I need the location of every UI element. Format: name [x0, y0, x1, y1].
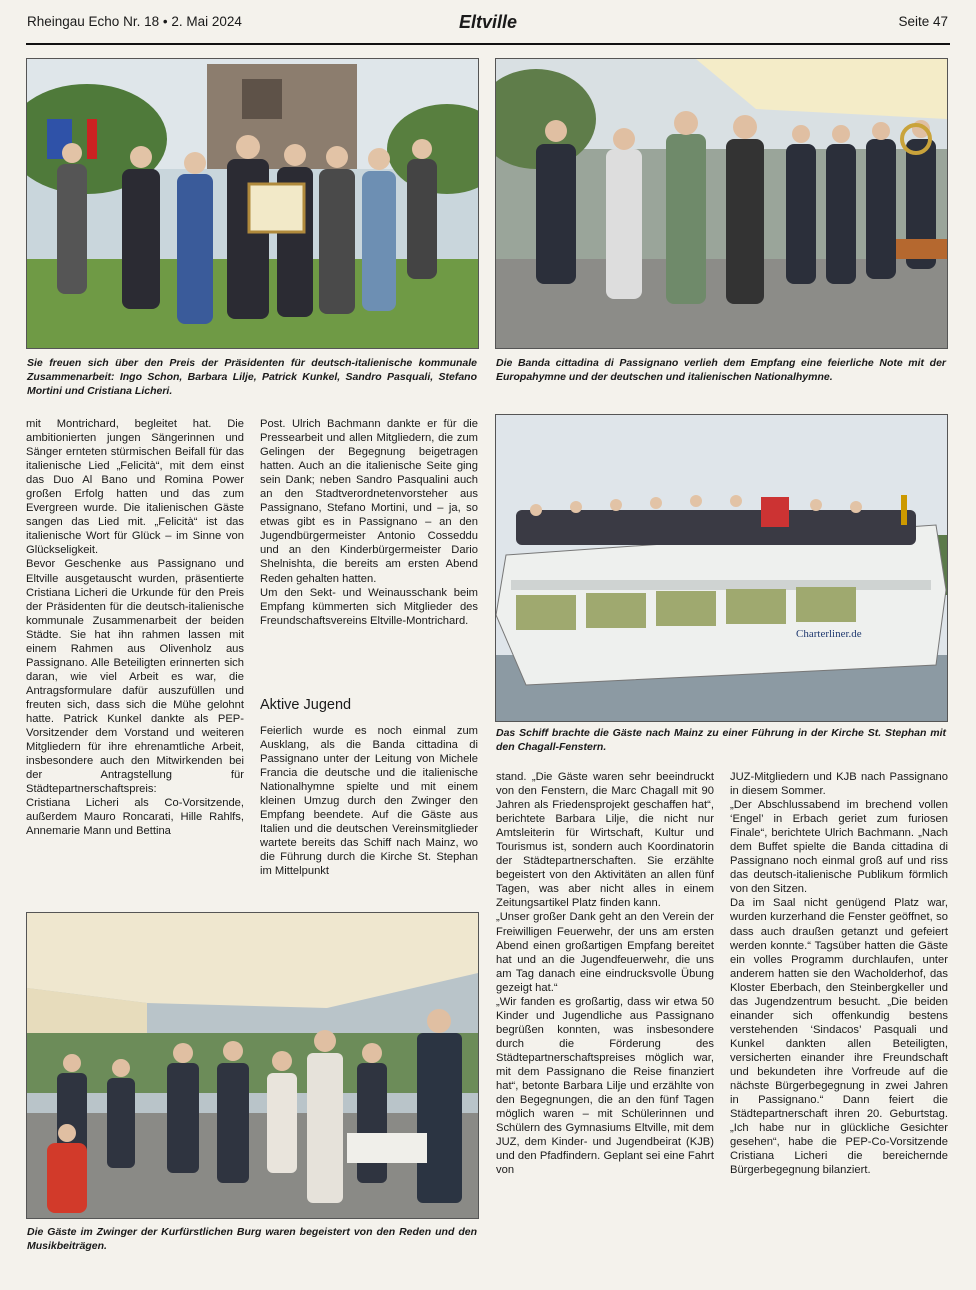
article-column-2b [260, 724, 478, 879]
caption-award-photo: Sie freuen sich über den Preis der Präsidenten für deutsch-italienische kommunale Zusammenarbeit: Ingo Schon, Barbara Lilje, Patrick Kunkel, Sandro Pasquali, Stefano Mortini und Cristiana Licheri. [27, 357, 477, 397]
caption-band-photo: Die Banda cittadina di Passignano verlieh dem Empfang eine feierliche Note mit der Europahymne und der deutschen und italienischen Nationalhymne. [496, 357, 946, 383]
paragraph: Cristiana Licheri als Co-Vorsitzende, außerdem Mauro Roncarati, Hille Rahlfs, Annemarie Mann und Bettina [26, 797, 244, 838]
paragraph: Post. Ulrich Bachmann dankte er für die Pressearbeit und allen Mitgliedern, die zum Gelingen der Begegnung beigetragen hatten. Auch an die italienische Seite ging sein Dank; neben Sandro Pasqualini auch an den Stadtverordnetenvorsteher aus Passignano, Stefano Mortini, und – ja, so etwas gibt es in Passignano – an den Jugendbürgermeister Antonio Cosseddu und an den Kinderbürgermeister Dario Shelnishta, die bereits am ersten Abend Reden gehalten hatten. [260, 418, 478, 585]
paragraph: „Der Abschlussabend im brechend vollen ‘Engel’ in Erbach geriet zum furiosen Finale“, berichtete Ulrich Bachmann. „Nach dem Buffet spielte die Banda cittadina di Passignano noch einmal groß auf und riss das deutsch-italienische Publikum förmlich von den Sitzen. [730, 799, 948, 896]
marching-band-photo [495, 58, 948, 349]
article-column-3 [496, 770, 714, 1177]
article-column-1 [26, 417, 244, 838]
ship-photo [495, 414, 948, 722]
article-column-4 [730, 770, 948, 1177]
section-title: Eltville [458, 12, 518, 32]
paragraph: stand. „Die Gäste waren sehr beeindruckt von den Fenstern, die Marc Chagall mit 90 Jahren als Friedensprojekt geschaffen hat“, berichtete Barbara Lilje, die nicht nur Amtsleiterin für Wirtschaft, Kultur und Tourismus ist, sondern auch Koordinatorin der Städtepartnerschaften. Sie erzählte begeistert von den Aktivitäten an allen fünf Tagen, was aber nicht alles in einem Zeitungsartikel Platz finden kann. [496, 771, 714, 910]
group-photo-award [26, 58, 479, 349]
caption-audience-photo: Die Gäste im Zwinger der Kurfürstlichen Burg waren begeistert von den Reden und den Musikbeiträgen. [27, 1226, 477, 1252]
article-column-2 [260, 417, 478, 628]
subheading-aktive-jugend: Aktive Jugend [260, 697, 352, 713]
paragraph: Bevor Geschenke aus Passignano und Eltville ausgetauscht wurden, präsentierte Cristiana Licheri die Urkunde für den Preis der Präsidenten für die deutsch-italienische kommunale Zusammenarbeit der beiden Städte. Sie hat ihn rahmen lassen mit einem Rahmen aus Olivenholz aus Passignano. Alle Beteiligten erinnerten sich daran, wie viel Arbeit es war, die Antragsformulare dafür auszufüllen und freuten sich, dass sich die Mühe gelohnt hatte. Patrick Kunkel dankte als PEP-Vorsitzender dem Vorstand und weiteren Mitgliedern für ihre ehrenamtliche Arbeit, insbesondere auch den Mitwirkenden bei der Antragstellung für Städtepartnerschaftspreis: [26, 558, 244, 796]
paragraph: „Unser großer Dank geht an den Verein der Freiwilligen Feuerwehr, der uns am ersten Abend einen großartigen Empfang bereitet hat und an die Jugendfeuerwehr, die uns am Tag danach eine eindrucksvolle Übung gezeigt hat.“ [496, 911, 714, 994]
caption-ship-photo: Das Schiff brachte die Gäste nach Mainz zu einer Führung in der Kirche St. Stephan mit den Chagall-Fenstern. [496, 727, 946, 753]
paragraph: „Wir fanden es großartig, dass wir etwa 50 Kinder und Jugendliche aus Passignano begrüßen konnten, was insbesondere durch die Förderung des Städtepartnerschaftspreises möglich war, mit dem Passignano die Reise finanziert hat“, betonte Barbara Lilje und erzählte von den Begegnungen, die an den fünf Tagen möglich waren – mit Schülerinnen und Schülern des Gymnasiums Eltville, mit dem JUZ, dem Kinder- und Jugendbeirat (KJB) und den Pfadfindern. Geplant sei eine Fahrt von [496, 995, 714, 1177]
paragraph: Da im Saal nicht genügend Platz war, wurden kurzerhand die Fenster geöffnet, so dass auch draußen getanzt und gefeiert werden konnte.“ Tagsüber hatten die Gäste ein volles Programm durchlaufen, unter anderem hatten sie den Wacholderhof, das Kloster Eberbach, den Steinbergkeller und das Jugendzentrum besucht. „Die beiden einander sich offenkundig bestens verstehenden ‘Sindacos’ Pasquali und Kunkel dankten allen Beteiligten, versicherten einander ihre Freundschaft und bekundeten ihre Vorfreude auf die nächste Bürgerbegegnung in zwei Jahren in Passignano.“ Dann feiert die Städtepartnerschaft ihren 20. Geburtstag. „Ich habe nur in glückliche Gesichter gesehen“, habe die PEP-Co-Vorsitzende Cristiana Licheri die bereichernde Bürgerbegegnung bilanziert. [730, 897, 948, 1177]
ship-hull-lettering: Charterliner.de [796, 628, 862, 640]
paragraph: JUZ-Mitgliedern und KJB nach Passignano in diesem Sommer. [730, 771, 948, 798]
audience-photo [26, 912, 479, 1219]
page-number: Seite 47 [898, 14, 948, 29]
paragraph: Feierlich wurde es noch einmal zum Ausklang, als die Banda cittadina di Passignano unter der Leitung von Michele Francia die deutsche und die italienische Nationalhymne spielte und mit einem kleinen Umzug durch den Zwinger den Empfang beendete. Auf die Gäste aus Italien und die deutschen Vereinsmitglieder wartete bereits das Schiff nach Mainz, wo die Führung durch die Kirche St. Stephan im Mittelpunkt [260, 725, 478, 878]
masthead-left: Rheingau Echo Nr. 18 • 2. Mai 2024 [27, 14, 242, 29]
paragraph: Um den Sekt- und Weinausschank beim Empfang kümmerten sich Mitglieder des Freundschaftsvereins Eltville-Montrichard. [260, 586, 478, 627]
paragraph: mit Montrichard, begleitet hat. Die ambitionierten jungen Sängerinnen und Sänger ernteten stürmischen Beifall für das italienische Lied „Felicità“, mit dem einst das Duo Al Bano und Romina Power großen Erfolg hatten und das zum Evergreen wurde. Die italienischen Gäste sangen das Lied mit. „Felicità“ ist das italienische Wort für Glück – im Sinne von Glückseligkeit. [26, 418, 244, 557]
header-rule [26, 43, 950, 45]
